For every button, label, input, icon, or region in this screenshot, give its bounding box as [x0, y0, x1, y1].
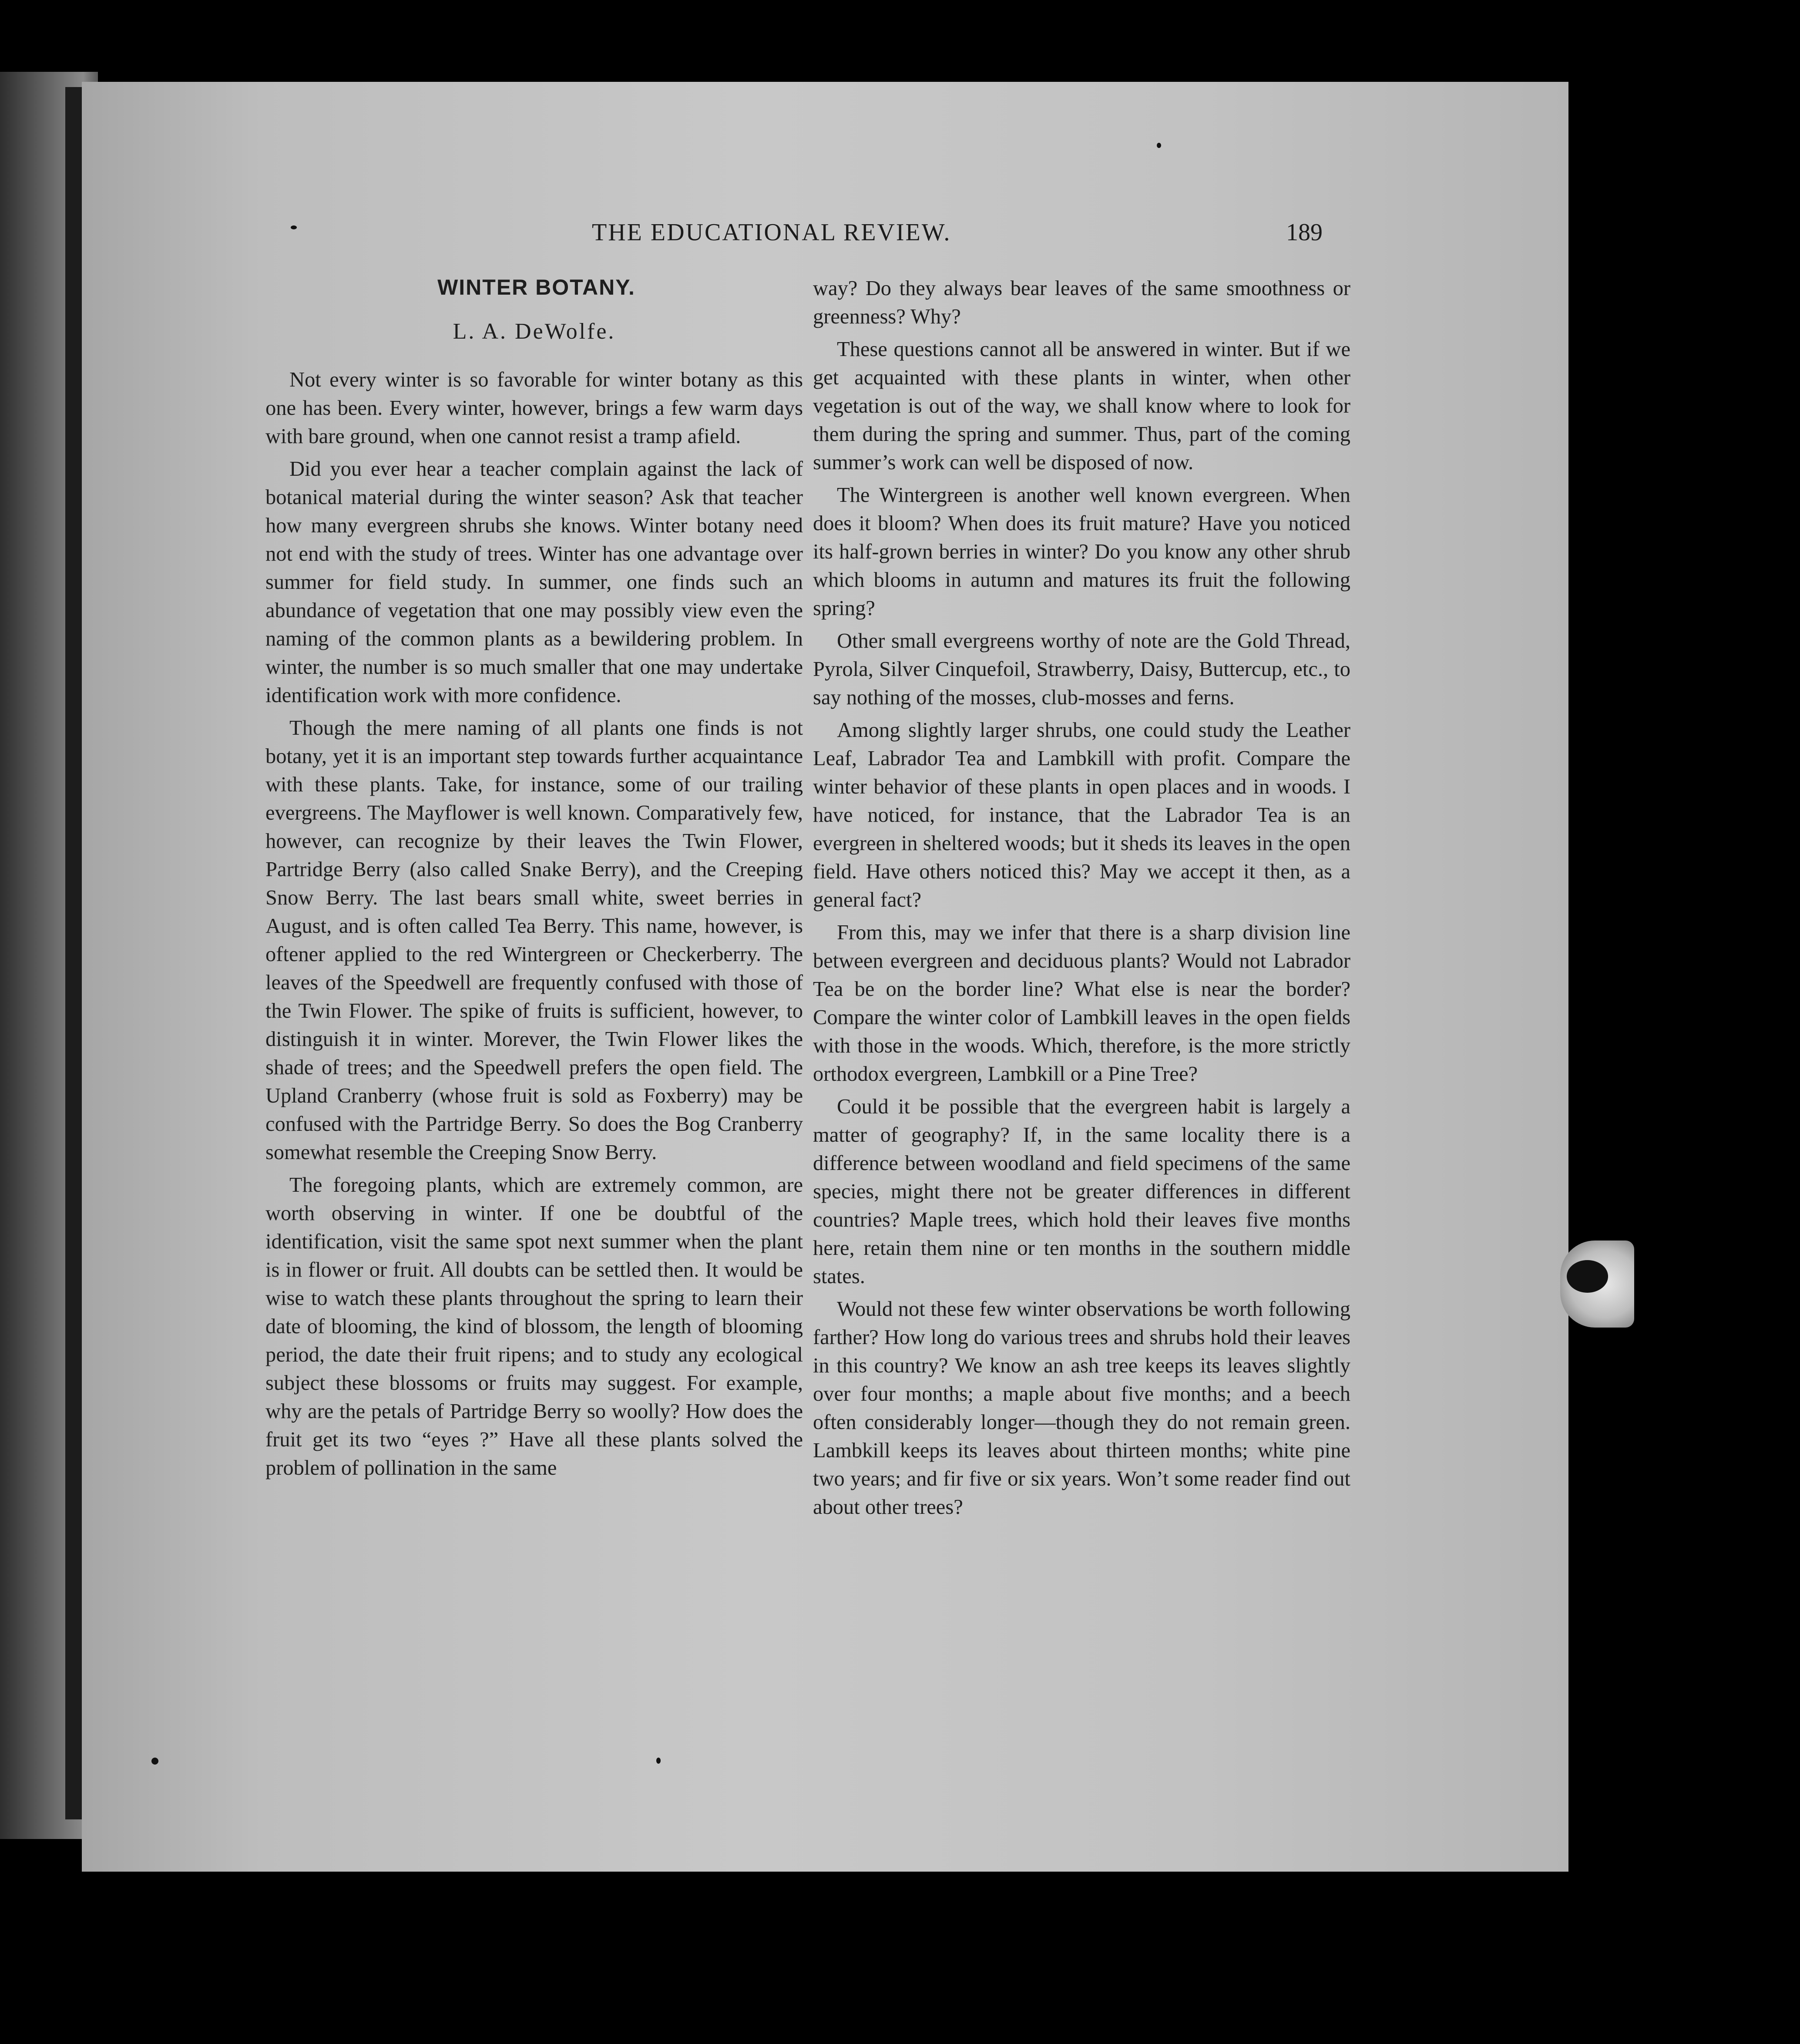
- running-title: THE EDUCATIONAL REVIEW.: [592, 219, 951, 246]
- ink-speck: [656, 1758, 661, 1764]
- paragraph: The Wintergreen is another well known evergreen. When does it bloom? When does its fruit mature? Have you noticed its half-grown berries in winter? Do you know any other shrub which blooms in autumn and matures its fruit the following spring?: [813, 484, 1350, 620]
- paragraph: Among slightly larger shrubs, one could study the Leather Leaf, Labrador Tea and Lambkill with profit. Compare the winter behavior of these plants in open places and in woods. I have noticed, for instance, that the Labrador Tea is an evergreen in sheltered woods; but it sheds its leaves in the open field. Have others noticed this? May we accept it then, as a general fact?: [813, 719, 1350, 911]
- left-column: [265, 274, 803, 1482]
- paragraph: Not every winter is so favorable for winter botany as this one has been. Every winter, however, brings a few warm days with bare ground, when one cannot resist a tramp afield.: [265, 368, 803, 448]
- paragraph: The foregoing plants, which are extremely common, are worth observing in winter. If one be doubtful of the identification, visit the same spot next summer when the plant is in flower or fruit. All doubts can be settled then. It would be wise to watch these plants throughout the spring to learn their date of blooming, the kind of blossom, the length of blooming period, the date their fruit ripens; and to study any ecological subject these blossoms or fruits may suggest. For example, why are the petals of Partridge Berry so woolly? How does the fruit get its two “eyes ?” Have all these plants solved the problem of pollination in the same: [265, 1173, 803, 1479]
- paragraph: Would not these few winter observations be worth following farther? How long do various trees and shrubs hold their leaves in this country? We know an ash tree keeps its leaves slightly over four months; a maple about five months; and a beech often considerably longer—though they do not remain green. Lambkill keeps its leaves about thirteen months; white pine two years; and fir five or six years. Won’t some reader find out about other trees?: [813, 1298, 1350, 1519]
- right-column: [813, 274, 1350, 1521]
- ink-speck: [151, 1758, 158, 1765]
- author-byline: L. A. DeWolfe.: [453, 319, 616, 344]
- paragraph: Did you ever hear a teacher complain against the lack of botanical material during the winter season? Ask that teacher how many evergreen shrubs she knows. Winter botany need not end with the study of trees. Winter has one advantage over summer for field study. In summer, one finds such an abundance of vegetation that one may possibly view even the naming of the common plants as a bewildering problem. In winter, the number is so much smaller that one may undertake identification work with more confidence.: [265, 457, 803, 707]
- paragraph: These questions cannot all be answered in winter. But if we get acquainted with these plants in winter, when other vegetation is out of the way, we shall know where to look for them during the spring and summer. Thus, part of the coming summer’s work can well be disposed of now.: [813, 338, 1350, 474]
- binder-tab-hole: [1567, 1260, 1608, 1293]
- paragraph-continuation: way? Do they always bear leaves of the same smoothness or greenness? Why?: [813, 277, 1350, 328]
- paragraph: From this, may we infer that there is a sharp division line between evergreen and deciduous plants? Would not Labrador Tea be on the border line? What else is near the border? Compare the winter color of Lambkill leaves in the open fields with those in the woods. Which, therefore, is the more strictly orthodox evergreen, Lambkill or a Pine Tree?: [813, 921, 1350, 1086]
- article-title: WINTER BOTANY.: [437, 275, 635, 299]
- ink-speck: [1157, 143, 1161, 148]
- paragraph: Though the mere naming of all plants one finds is not botany, yet it is an important step towards further acquaintance with these plants. Take, for instance, some of our trailing evergreens. The Mayflower is well known. Comparatively few, however, can recognize by their leaves the Twin Flower, Partridge Berry (also called Snake Berry), and the Creeping Snow Berry. The last bears small white, sweet berries in August, and is often called Tea Berry. This name, however, is oftener applied to the red Wintergreen or Checkerberry. The leaves of the Speedwell are frequently confused with those of the Twin Flower. The spike of fruits is sufficient, however, to distinguish it in winter. Morever, the Twin Flower likes the shade of trees; and the Speedwell prefers the open field. The Upland Cranberry (whose fruit is sold as Foxberry) may be confused with the Partridge Berry. So does the Bog Cranberry somewhat resemble the Creeping Snow Berry.: [265, 716, 803, 1164]
- page-number: 189: [1286, 219, 1323, 246]
- paragraph: Could it be possible that the evergreen habit is largely a matter of geography? If, in the same locality there is a difference between woodland and field specimens of the same species, might there not be greater differences in different countries? Maple trees, which hold their leaves five months here, retain them nine or ten months in the southern middle states.: [813, 1095, 1350, 1288]
- paragraph: Other small evergreens worthy of note are the Gold Thread, Pyrola, Silver Cinquefoil, Strawberry, Daisy, Buttercup, etc., to say nothing of the mosses, club-mosses and ferns.: [813, 629, 1350, 709]
- ink-speck: [291, 225, 297, 229]
